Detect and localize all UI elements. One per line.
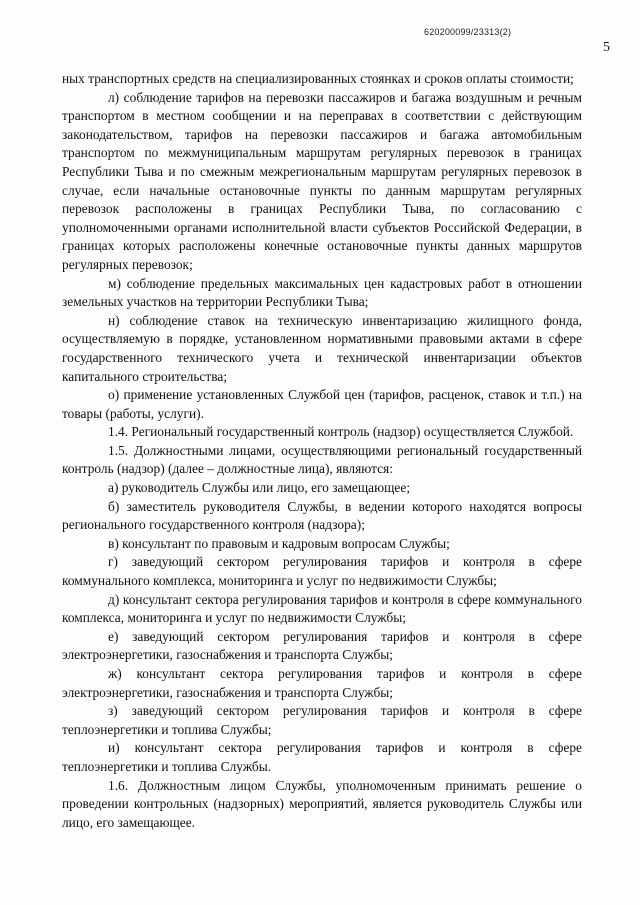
document-body bbox=[62, 70, 582, 832]
document-id: 620200099/23313(2) bbox=[424, 27, 512, 37]
paragraph-item-e: е) заведующий сектором регулирования тарифов и контроля в сфере электроэнергетики, газоснабжения и транспорта Службы; bbox=[62, 628, 582, 663]
paragraph-item-v: в) консультант по правовым и кадровым вопросам Службы; bbox=[108, 535, 450, 551]
paragraph-item-a: а) руководитель Службы или лицо, его замещающее; bbox=[108, 480, 411, 496]
paragraph-item-m: м) соблюдение предельных максимальных цен кадастровых работ в отношении земельных участков на территории Республики Тыва; bbox=[62, 275, 582, 310]
paragraph-item-l: л) соблюдение тарифов на перевозки пассажиров и багажа воздушным и речным транспортом в местном сообщении и на переправах в соответствии с действующим законодательством, тарифов на перевозки пассажиров и багажа автомобильным транспортом по межмуниципальным маршрутам регулярных перевозок в границах Республики Тыва и по смежным межрегиональным маршрутам регулярных перевозок в случае, если начальные остановочные пункты по данным маршрутам регулярных перевозок расположены в границах Республики Тыва, по согласованию с уполномоченными органами исполнительной власти субъектов Российской Федерации, в границах которых расположены конечные остановочные пункты данных маршрутов регулярных перевозок; bbox=[62, 89, 582, 272]
paragraph-item-zh: ж) консультант сектора регулирования тарифов и контроля в сфере электроэнергетики, газоснабжения и транспорта Службы; bbox=[62, 666, 582, 700]
paragraph-item-z: з) заведующий сектором регулирования тарифов и контроля в сфере теплоэнергетики и топлива Службы; bbox=[62, 703, 582, 737]
paragraph-item-d: д) консультант сектора регулирования тарифов и контроля в сфере коммунального комплекса, мониторинга и услуг по недвижимости Службы; bbox=[62, 591, 582, 626]
paragraph-item-n: н) соблюдение ставок на техническую инвентаризацию жилищного фонда, осуществляемую в порядке, установленном нормативными правовыми актами в сфере государственного технического учета и технической инвентаризации объектов капитального строительства; bbox=[62, 312, 582, 384]
paragraph-item-b: б) заместитель руководителя Службы, в ведении которого находятся вопросы регионального государственного контроля (надзора); bbox=[62, 498, 582, 533]
paragraph-1-5: 1.5. Должностными лицами, осуществляющими региональный государственный контроль (надзор) (далее – должностные лица), являются: bbox=[62, 442, 582, 477]
paragraph-1-4: 1.4. Региональный государственный контроль (надзор) осуществляется Службой. bbox=[108, 424, 574, 440]
paragraph-item-g: г) заведующий сектором регулирования тарифов и контроля в сфере коммунального комплекса, мониторинга и услуг по недвижимости Службы; bbox=[62, 554, 582, 589]
paragraph-item-o: о) применение установленных Службой цен (тарифов, расценок, ставок и т.п.) на товары (работы, услуги). bbox=[62, 387, 582, 421]
paragraph-1-6: 1.6. Должностным лицом Службы, уполномоченным принимать решение о проведении контрольных (надзорных) мероприятий, является руководитель Службы или лицо, его замещающее. bbox=[62, 777, 582, 830]
page-number: 5 bbox=[603, 40, 610, 55]
paragraph-item-i: и) консультант сектора регулирования тарифов и контроля в сфере теплоэнергетики и топлива Службы. bbox=[62, 740, 582, 774]
paragraph-continuation: ных транспортных средств на специализированных стоянках и сроков оплаты стоимости; bbox=[62, 71, 574, 86]
